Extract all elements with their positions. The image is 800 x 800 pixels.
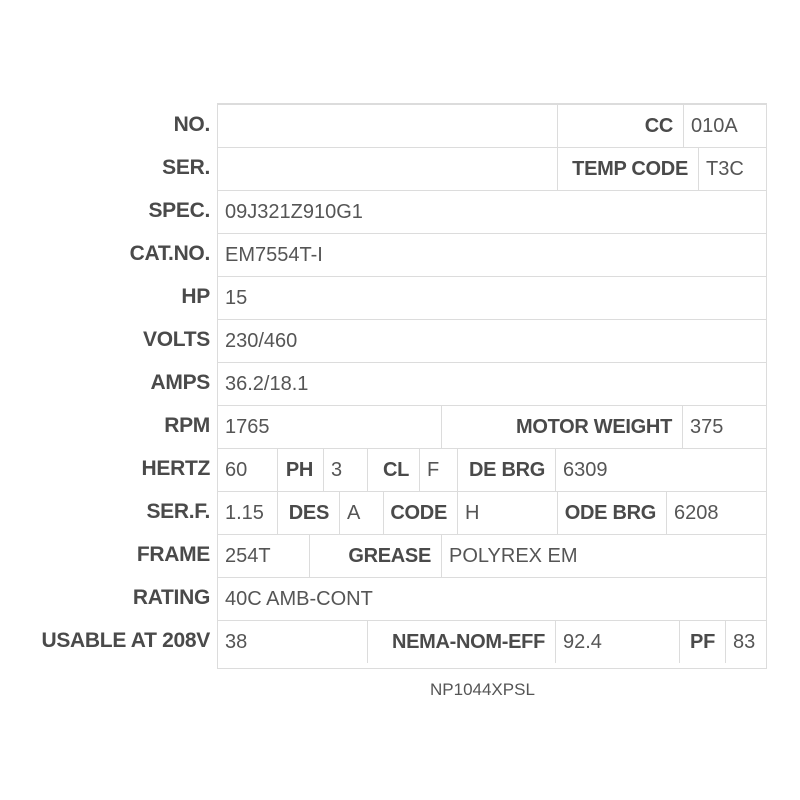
amps-value: 36.2/18.1 <box>225 373 309 395</box>
cc-value: 010A <box>691 115 738 137</box>
cl-value: F <box>427 459 440 481</box>
de-brg-value: 6309 <box>563 459 608 481</box>
label-usable-at-208v: USABLE AT 208V <box>41 629 210 652</box>
spec-value: 09J321Z910G1 <box>225 201 363 223</box>
footer-code: NP1044XPSL <box>430 680 535 699</box>
table-frame <box>217 103 767 669</box>
ph-value: 3 <box>331 459 343 481</box>
pf-label: PF <box>690 631 715 653</box>
ode-brg-value: 6208 <box>674 502 719 524</box>
label-hertz: HERTZ <box>141 457 210 480</box>
label-rpm: RPM <box>164 414 210 437</box>
grease-label: GREASE <box>348 545 431 567</box>
grease-value: POLYREX EM <box>449 545 578 567</box>
des-label: DES <box>288 502 329 524</box>
volts-value: 230/460 <box>225 330 298 352</box>
label-no: NO. <box>173 113 210 136</box>
rpm-value: 1765 <box>225 416 270 438</box>
label-spec: SPEC. <box>148 199 210 222</box>
code-label: CODE <box>390 502 447 524</box>
cc-label: CC <box>644 115 673 137</box>
label-ser: SER. <box>162 156 210 179</box>
frame-value: 254T <box>225 545 271 567</box>
label-hp: HP <box>181 285 210 308</box>
pf-value: 83 <box>733 631 756 653</box>
label-rating: RATING <box>132 586 210 609</box>
de-brg-label: DE BRG <box>469 459 545 481</box>
label-frame: FRAME <box>136 543 210 566</box>
motor-weight-label: MOTOR WEIGHT <box>515 416 672 438</box>
hp-value: 15 <box>225 287 248 309</box>
cat-no-value: EM7554T-I <box>225 244 323 266</box>
nema-nom-eff-label: NEMA-NOM-EFF <box>391 631 545 653</box>
usable-value: 38 <box>225 631 248 653</box>
ser-f-value: 1.15 <box>225 502 264 524</box>
label-volts: VOLTS <box>143 328 210 351</box>
label-ser-f: SER.F. <box>146 500 210 523</box>
temp-code-label: TEMP CODE <box>572 158 688 180</box>
motor-weight-value: 375 <box>690 416 724 438</box>
code-value: H <box>465 502 480 524</box>
ode-brg-label: ODE BRG <box>564 502 656 524</box>
temp-code-value: T3C <box>706 158 744 180</box>
cl-label: CL <box>382 459 409 481</box>
label-cat-no: CAT.NO. <box>129 242 210 265</box>
ph-label: PH <box>285 459 313 481</box>
rating-value: 40C AMB-CONT <box>225 588 373 610</box>
label-amps: AMPS <box>150 371 210 394</box>
nema-nom-eff-value: 92.4 <box>563 631 602 653</box>
hertz-value: 60 <box>225 459 248 481</box>
des-value: A <box>347 502 361 524</box>
